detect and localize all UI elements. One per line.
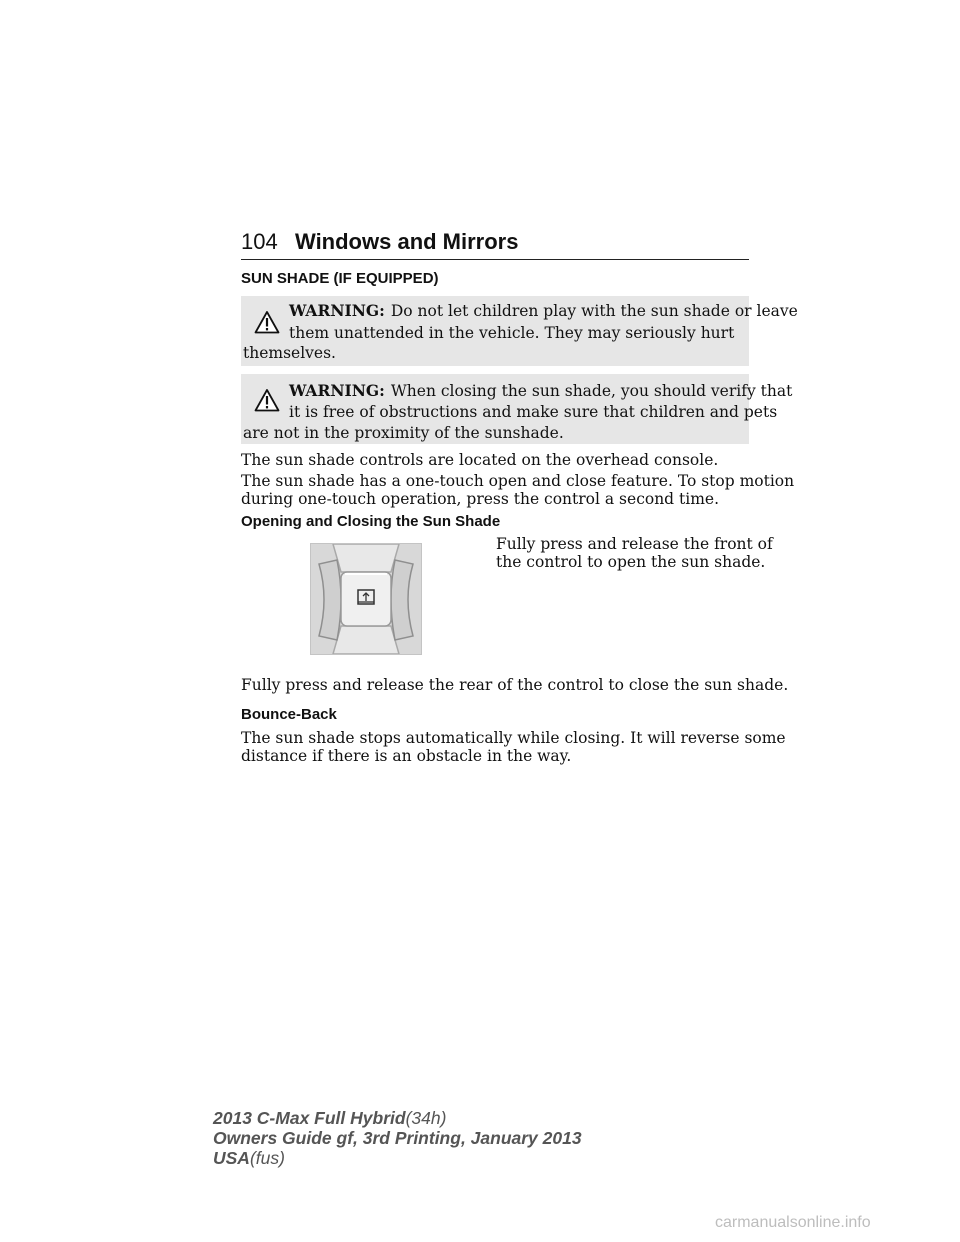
warning-triangle-icon (254, 388, 280, 412)
warning-text: When closing the sun shade, you should verify that (390, 382, 793, 400)
sunshade-control-illustration (311, 544, 421, 654)
footer-line-3 (213, 1148, 582, 1168)
subheading-bounce-back: Bounce-Back (241, 706, 337, 723)
paragraph-bounce-2: distance if there is an obstacle in the way. (241, 747, 572, 765)
warning-triangle-icon (254, 310, 280, 334)
document-footer (213, 1108, 582, 1168)
warning-line-3: themselves. (243, 344, 336, 362)
warning-line-1 (289, 380, 792, 402)
chapter-title: Windows and Mirrors (295, 229, 519, 254)
warning-line-2: it is free of obstructions and make sure that children and pets (289, 403, 778, 421)
warning-line-2: them unattended in the vehicle. They may seriously hurt (289, 324, 735, 342)
warning-box-1 (241, 296, 798, 366)
footer-model-code: (34h) (405, 1108, 447, 1128)
sunshade-control-figure (310, 543, 422, 655)
subheading-opening-closing: Opening and Closing the Sun Shade (241, 513, 501, 530)
paragraph-bounce-1: The sun shade stops automatically while closing. It will reverse some (241, 729, 786, 747)
page-number: 104 (241, 229, 278, 254)
footer-line-2: Owners Guide gf, 3rd Printing, January 2013 (213, 1128, 582, 1148)
paragraph-one-touch-1: The sun shade has a one-touch open and close feature. To stop motion (241, 472, 795, 490)
warning-line-3: are not in the proximity of the sunshade. (243, 424, 564, 442)
paragraph-controls-location: The sun shade controls are located on the overhead console. (241, 451, 719, 469)
warning-line-1 (289, 300, 798, 322)
paragraph-open-2: the control to open the sun shade. (496, 553, 766, 571)
section-heading: SUN SHADE (IF EQUIPPED) (241, 270, 439, 287)
warning-label: WARNING: (289, 381, 385, 400)
page-header (241, 229, 749, 260)
warning-box-2 (241, 374, 793, 444)
footer-model: 2013 C-Max Full Hybrid (213, 1108, 406, 1128)
paragraph-one-touch-2: during one-touch operation, press the control a second time. (241, 490, 720, 508)
footer-market-code: (fus) (249, 1148, 285, 1168)
footer-line-1 (213, 1108, 582, 1128)
paragraph-close: Fully press and release the rear of the control to close the sun shade. (241, 676, 789, 694)
paragraph-open-1: Fully press and release the front of (496, 535, 773, 553)
warning-label: WARNING: (289, 301, 385, 320)
watermark: carmanualsonline.info (715, 1214, 871, 1231)
footer-market: USA (213, 1148, 250, 1168)
warning-text: Do not let children play with the sun shade or leave (390, 302, 798, 320)
